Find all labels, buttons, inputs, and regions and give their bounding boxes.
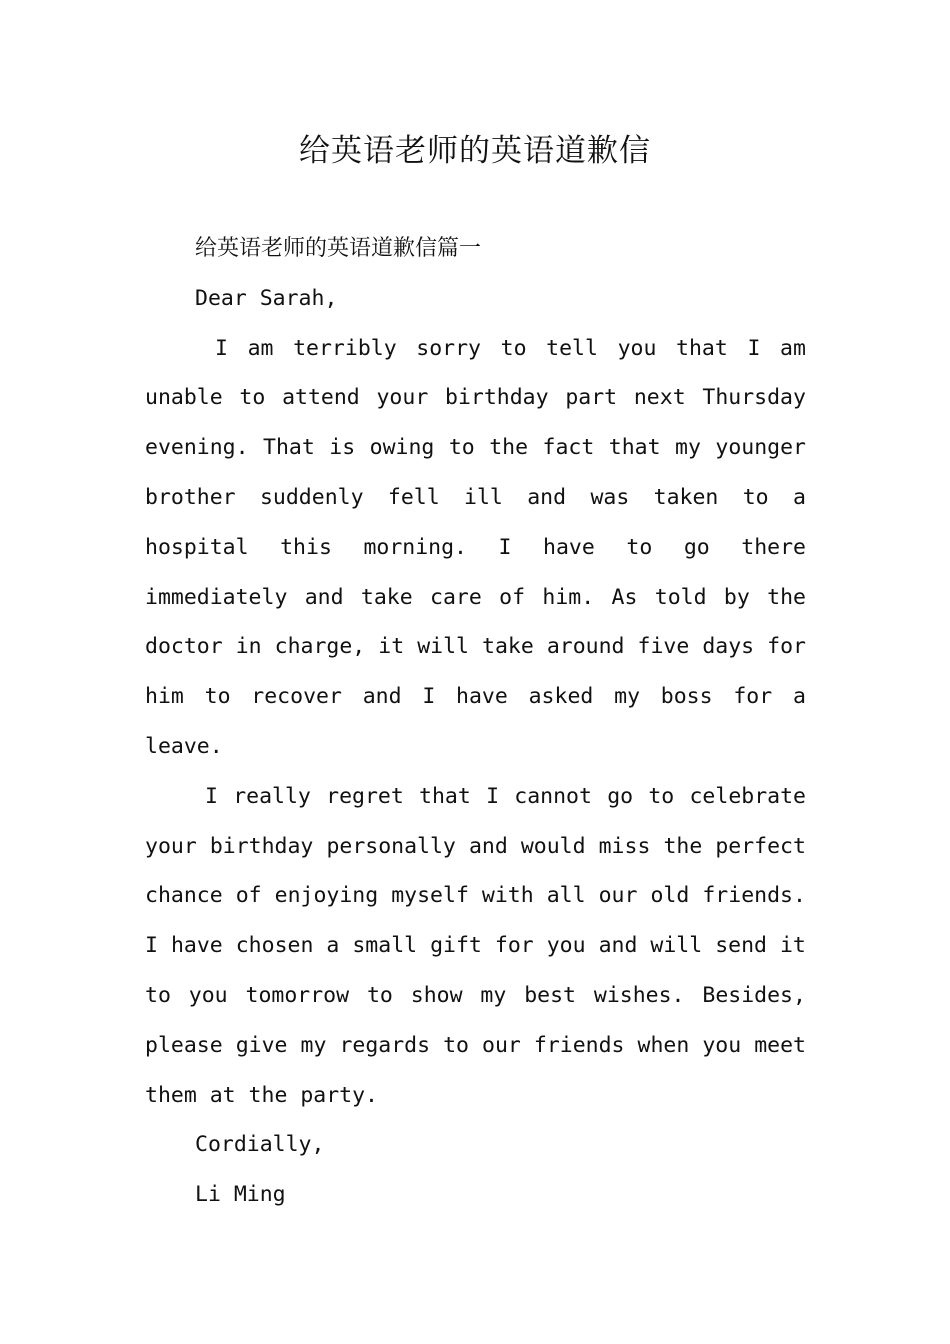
word: to	[626, 534, 653, 560]
word: enjoying	[274, 883, 379, 909]
word: this	[280, 534, 332, 560]
word: that	[608, 435, 661, 461]
word: and	[598, 933, 638, 959]
word: have	[170, 933, 223, 959]
word: my	[480, 982, 507, 1008]
paragraph-line	[145, 1021, 806, 1071]
word: take	[482, 634, 534, 660]
word: cannot	[514, 783, 592, 809]
word: regret	[326, 783, 404, 809]
word: next	[633, 385, 686, 411]
word: attend	[282, 385, 360, 411]
word: personally	[326, 833, 456, 859]
word: to	[443, 1032, 469, 1058]
word: your	[145, 833, 197, 859]
word: our	[598, 883, 638, 909]
paragraph-line	[145, 822, 806, 872]
word: immediately	[145, 584, 288, 610]
document-title: 给英语老师的英语道歉信	[299, 133, 651, 169]
word: chance	[145, 883, 223, 909]
word: evening.	[145, 435, 249, 461]
word: fell	[387, 484, 440, 510]
word: tomorrow	[245, 982, 350, 1008]
word: Thursday	[702, 385, 806, 411]
word: small	[352, 933, 418, 959]
paragraph-line: leave.	[145, 733, 223, 759]
word: told	[654, 584, 707, 610]
word: there	[741, 534, 806, 560]
word: Besides,	[702, 982, 806, 1008]
paragraph-line	[145, 523, 806, 573]
word: you	[188, 982, 228, 1008]
word: chosen	[235, 933, 314, 959]
word: perfect	[715, 833, 806, 859]
word: morning.	[363, 534, 467, 560]
word: boss	[660, 684, 713, 710]
signature: Li Ming	[195, 1182, 286, 1208]
salutation: Dear Sarah,	[195, 285, 338, 311]
word: was	[590, 484, 630, 510]
paragraph-line	[145, 622, 806, 672]
word: asked	[528, 684, 594, 710]
word: my	[675, 435, 701, 461]
word: am	[780, 335, 806, 361]
word: to	[239, 385, 266, 411]
word: of	[235, 883, 262, 909]
word: go	[683, 534, 710, 560]
word: to	[500, 335, 527, 361]
paragraph-line	[145, 871, 806, 921]
word: recover	[251, 684, 342, 710]
word: all	[546, 883, 586, 909]
word: unable	[145, 385, 223, 411]
word: taken	[653, 484, 719, 510]
paragraph-line	[145, 573, 806, 623]
word: my	[614, 684, 641, 710]
word: is	[329, 435, 356, 461]
word: for	[733, 684, 773, 710]
paragraph-1	[145, 324, 806, 772]
word: that	[676, 335, 728, 361]
paragraph-line	[145, 373, 806, 423]
word: I	[205, 783, 218, 809]
word: you	[702, 1032, 742, 1058]
word: brother	[145, 484, 236, 510]
word: I	[145, 933, 158, 959]
word: you	[617, 335, 657, 361]
word: the	[767, 584, 806, 610]
word: to	[742, 484, 769, 510]
word: hospital	[145, 534, 249, 560]
closing: Cordially,	[195, 1132, 325, 1158]
word: friends	[533, 1032, 625, 1058]
word: have	[456, 684, 508, 710]
paragraph-line: them at the party.	[145, 1082, 378, 1108]
word: your	[376, 385, 429, 411]
word: in	[235, 634, 262, 660]
word: give	[235, 1032, 288, 1058]
word: charge,	[274, 634, 366, 660]
word: send	[715, 933, 767, 959]
word: a	[792, 484, 806, 510]
word: with	[481, 883, 534, 909]
word: to	[448, 435, 475, 461]
word: and	[362, 684, 402, 710]
word: That	[263, 435, 315, 461]
word: it	[779, 933, 806, 959]
word: ill	[464, 484, 503, 510]
word: doctor	[145, 634, 223, 660]
word: my	[300, 1032, 327, 1058]
word: part	[565, 385, 618, 411]
word: a	[792, 684, 806, 710]
word: myself	[391, 883, 469, 909]
word: for	[767, 634, 806, 660]
word: it	[378, 634, 405, 660]
word: owing	[369, 435, 435, 461]
word: the	[489, 435, 529, 461]
word: five	[637, 634, 690, 660]
word: birthday	[209, 833, 314, 859]
word: fact	[542, 435, 595, 461]
word: would	[520, 833, 586, 859]
word: to	[648, 783, 675, 809]
section-heading: 给英语老师的英语道歉信篇一	[195, 236, 482, 261]
letter-body	[145, 224, 806, 1220]
paragraph-2	[145, 772, 806, 1121]
word: the	[663, 833, 703, 859]
word: to	[204, 684, 231, 710]
word: gift	[430, 933, 482, 959]
word: and	[304, 584, 344, 610]
word: wishes.	[593, 982, 685, 1008]
word: I	[422, 684, 436, 710]
word: suddenly	[259, 484, 364, 510]
word: him.	[542, 584, 595, 610]
word: tell	[546, 335, 598, 361]
word: meet	[754, 1032, 806, 1058]
word: him	[145, 684, 184, 710]
word: show	[410, 982, 463, 1008]
word: will	[417, 634, 469, 660]
word: our	[482, 1032, 521, 1058]
word: birthday	[445, 385, 549, 411]
word: of	[499, 584, 526, 610]
word: will	[650, 933, 703, 959]
word: you	[546, 933, 586, 959]
word: by	[723, 584, 750, 610]
word: I	[486, 783, 500, 809]
word: As	[611, 584, 638, 610]
word: best	[524, 982, 576, 1008]
word: I	[215, 335, 228, 361]
word: am	[247, 335, 274, 361]
word: really	[233, 783, 311, 809]
paragraph-line	[145, 324, 806, 374]
word: younger	[715, 435, 806, 461]
word: and	[527, 484, 567, 510]
word: and	[468, 833, 508, 859]
word: to	[366, 982, 393, 1008]
word: a	[326, 933, 340, 959]
paragraph-line	[145, 423, 806, 473]
paragraph-line	[145, 921, 806, 971]
word: to	[145, 982, 171, 1008]
word: go	[607, 783, 634, 809]
word: regards	[339, 1032, 431, 1058]
word: take	[360, 584, 413, 610]
word: I	[498, 534, 512, 560]
word: sorry	[416, 335, 482, 361]
word: I	[747, 335, 761, 361]
word: for	[494, 933, 534, 959]
word: around	[546, 634, 625, 660]
word: miss	[598, 833, 651, 859]
paragraph-line	[145, 772, 806, 822]
paragraph-line	[145, 672, 806, 722]
word: old	[650, 883, 690, 909]
word: that	[419, 783, 471, 809]
word: terribly	[293, 335, 397, 361]
paragraph-line	[145, 971, 806, 1021]
word: when	[637, 1032, 690, 1058]
word: care	[430, 584, 482, 610]
paragraph-line	[145, 473, 806, 523]
word: celebrate	[689, 783, 806, 809]
word: friends.	[702, 883, 806, 909]
word: have	[543, 534, 595, 560]
word: days	[702, 634, 755, 660]
word: please	[145, 1032, 223, 1058]
